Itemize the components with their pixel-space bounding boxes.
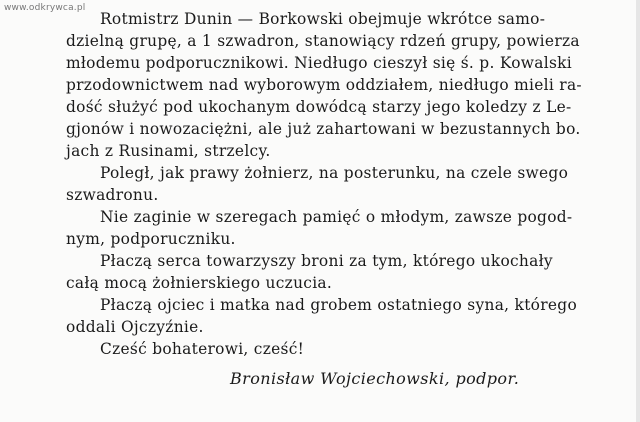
text-line: Płaczą serca towarzyszy broni za tym, którego ukochały — [100, 252, 553, 270]
paragraph — [66, 162, 586, 206]
text-line: dzielną grupę, a 1 szwadron, stanowiący rdzeń grupy, powierza — [66, 32, 580, 50]
paragraph — [66, 338, 586, 360]
signature: Bronisław Wojciechowski, podpor. — [230, 369, 520, 388]
watermark-text: www.odkrywca.pl — [4, 3, 86, 13]
text-line: Cześć bohaterowi, cześć! — [100, 340, 305, 358]
text-line: jach z Rusinami, strzelcy. — [66, 142, 271, 160]
paragraph — [66, 294, 586, 338]
paragraph — [66, 8, 586, 162]
text-line: Płaczą ojciec i matka nad grobem ostatniego syna, którego — [100, 296, 578, 314]
paragraph — [66, 206, 586, 250]
text-line: szwadronu. — [66, 186, 159, 204]
paragraph — [66, 250, 586, 294]
text-line: nym, podporuczniku. — [66, 230, 236, 248]
text-line: przodownictwem nad wyborowym oddziałem, niedługo mieli ra- — [66, 76, 582, 94]
article-body — [66, 8, 586, 360]
text-line: Rotmistrz Dunin — Borkowski obejmuje wkrótce samo- — [100, 10, 546, 28]
text-line: dość służyć pod ukochanym dowódcą starzy jego koledzy z Le- — [66, 98, 572, 116]
page-edge — [636, 0, 640, 422]
text-line: Nie zaginie w szeregach pamięć o młodym, zawsze pogod- — [100, 208, 573, 226]
text-line: całą mocą żołnierskiego uczucia. — [66, 274, 333, 292]
text-line: młodemu podporucznikowi. Niedługo cieszył się ś. p. Kowalski — [66, 54, 573, 72]
text-line: gjonów i nowozaciężni, ale już zahartowani w bezustannych bo. — [66, 120, 581, 138]
text-line: Poległ, jak prawy żołnierz, na posterunku, na czele swego — [100, 164, 569, 182]
text-line: oddali Ojczyźnie. — [66, 318, 204, 336]
